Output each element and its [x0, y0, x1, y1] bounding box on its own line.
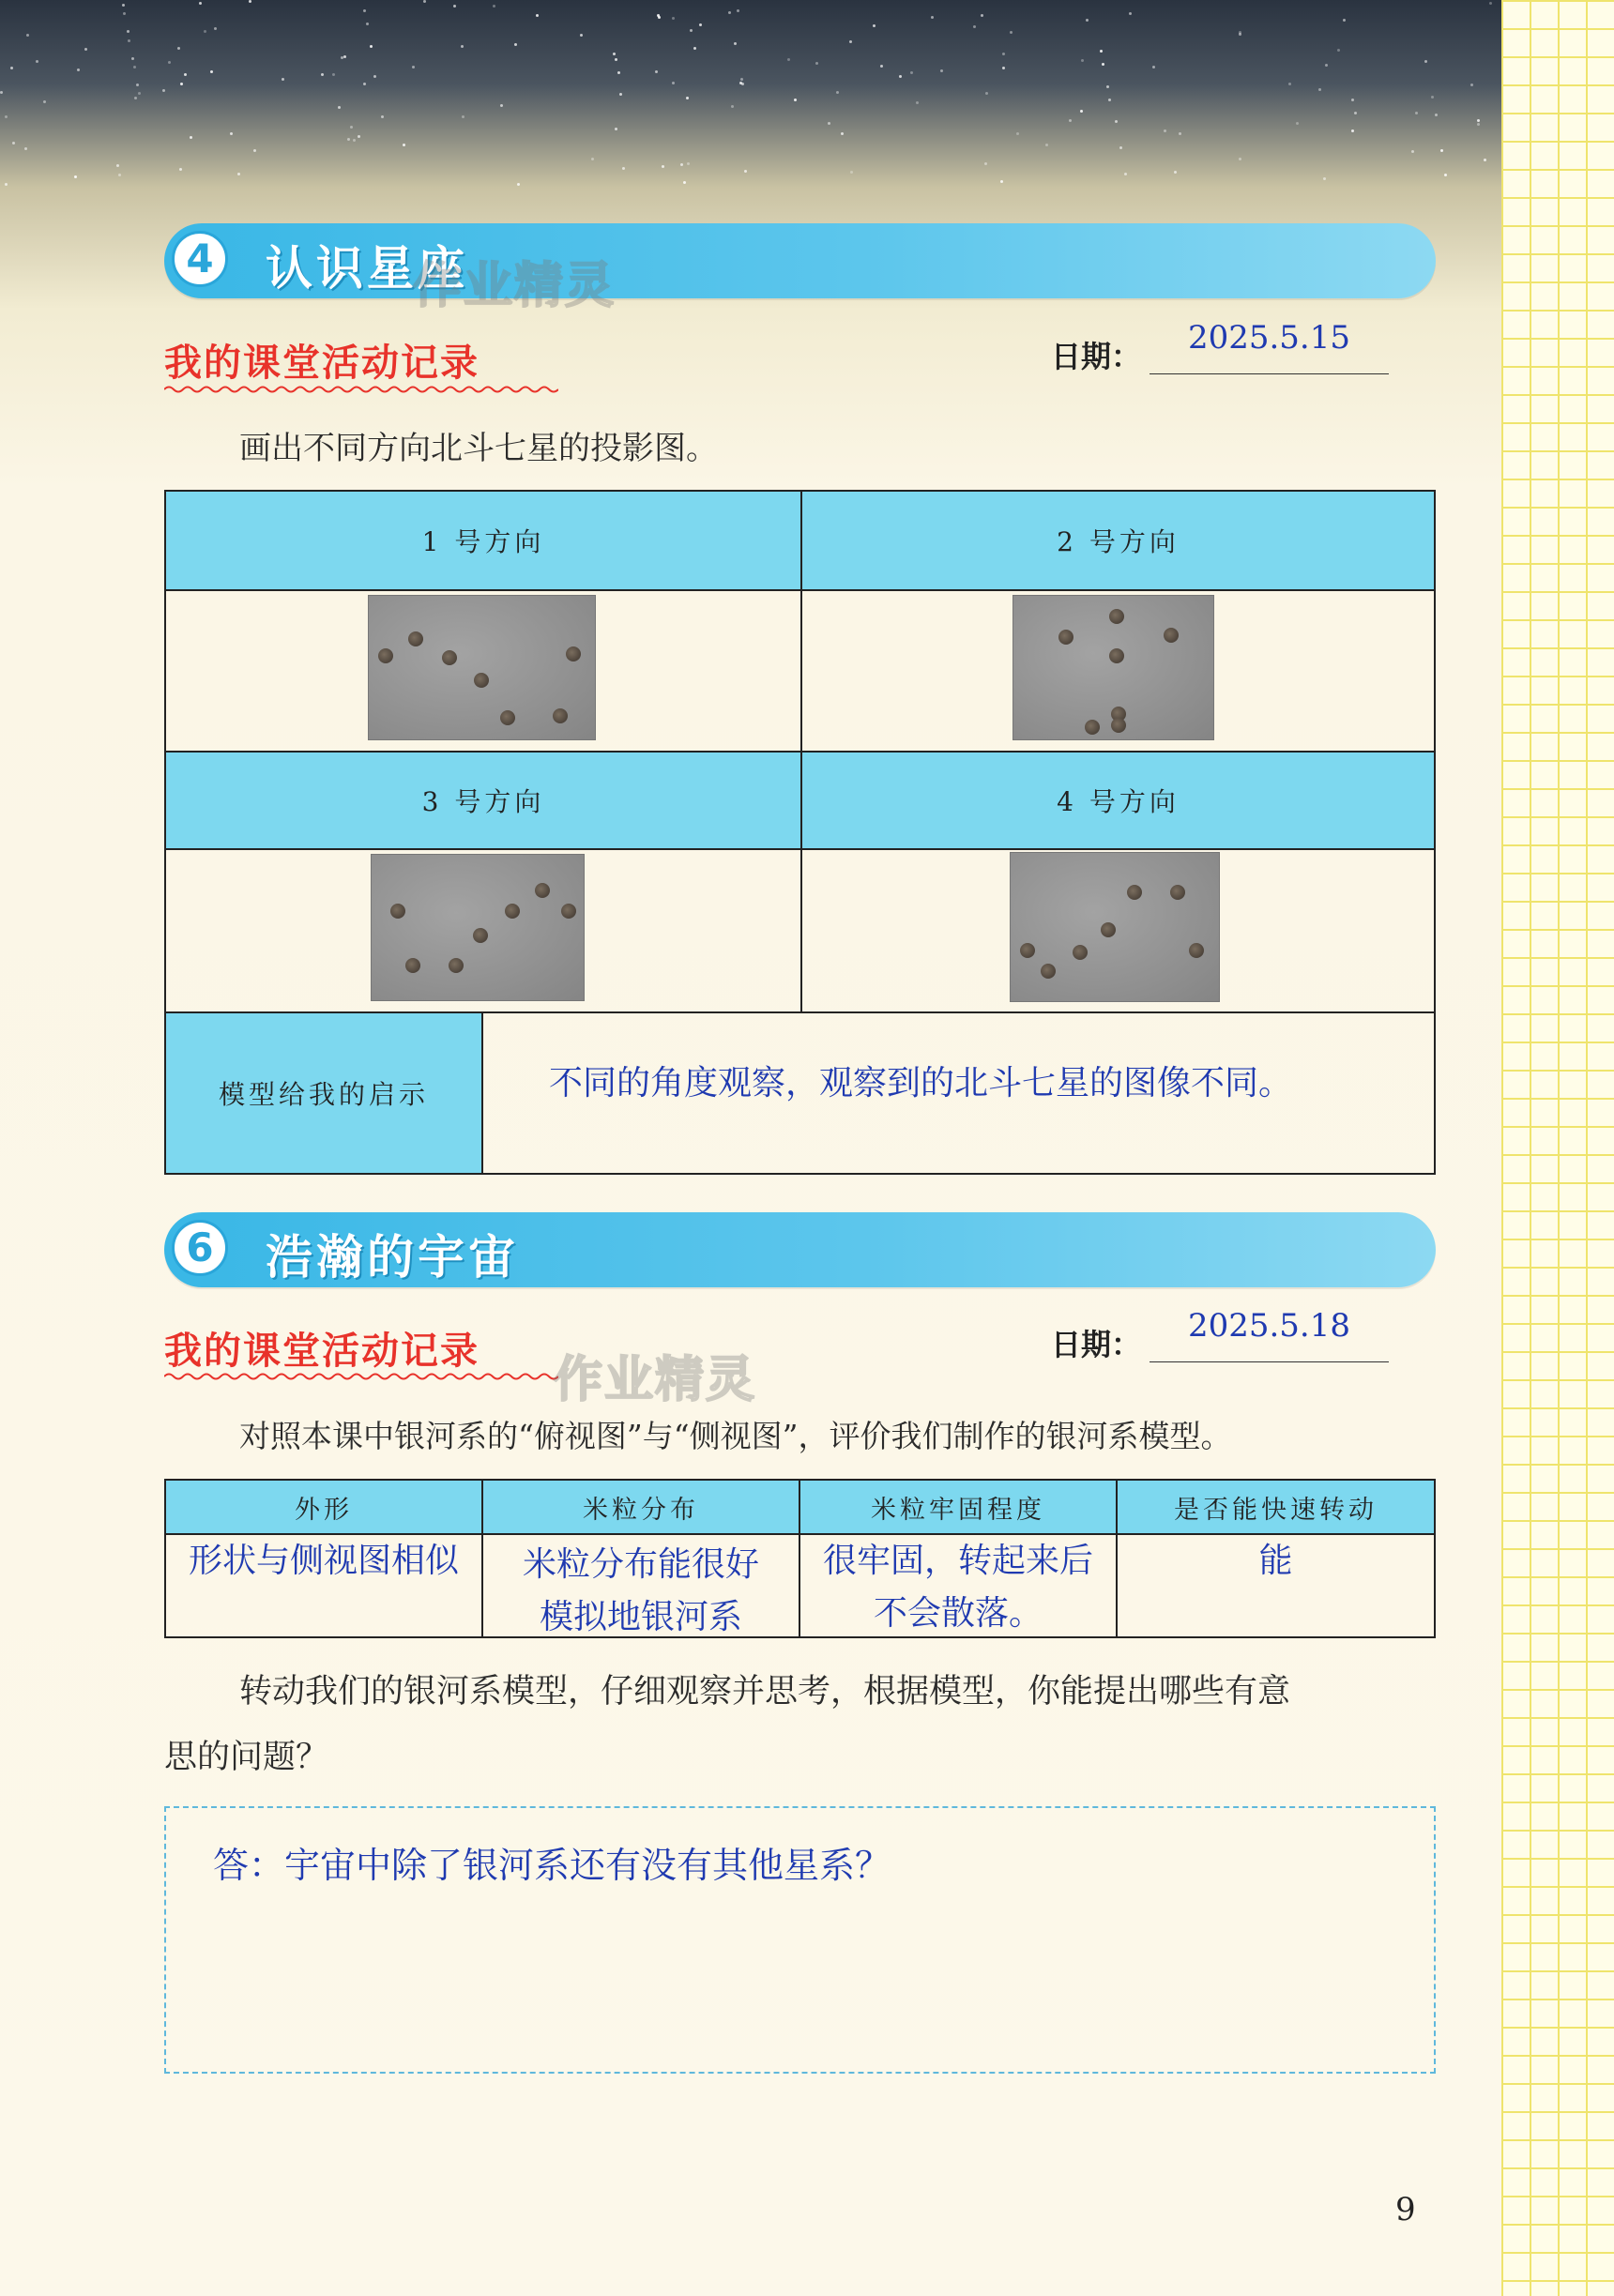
star-dot [737, 9, 739, 12]
star-dot [1424, 60, 1427, 63]
star-dot [1002, 53, 1005, 55]
page-number: 9 [1395, 2191, 1416, 2228]
section4-record-heading: 我的课堂活动记录 [164, 342, 480, 385]
star-dot [1440, 149, 1443, 152]
projection-table [164, 490, 1436, 1175]
star-dot [591, 158, 594, 160]
star-dot [282, 78, 284, 81]
star-dot [26, 34, 29, 37]
star-dot [613, 53, 616, 55]
cell-firmness-line2: 不会散落。 [873, 1594, 1043, 1633]
star-dot [1477, 123, 1480, 126]
inspiration-label: 模型给我的启示 [218, 1079, 429, 1110]
section6-date-label: 日期： [1051, 1327, 1142, 1362]
direction-header-4: 4 号方向 [802, 753, 1434, 848]
inspiration-answer: 不同的角度观察，观察到的北斗七星的图像不同。 [549, 1064, 1293, 1102]
star-dot [580, 34, 583, 37]
star-dot [1124, 173, 1127, 175]
star-dot [731, 105, 734, 108]
star-dot [343, 55, 346, 58]
star-dot [122, 4, 125, 7]
col-header-rotation: 是否能快速转动 [1118, 1481, 1434, 1533]
wavy-underline [164, 385, 558, 394]
star-dot [1080, 110, 1083, 113]
projection-photo-3 [371, 854, 585, 1001]
star-dot [1108, 99, 1111, 101]
star-dot [740, 78, 743, 81]
cell-rotation [1118, 1535, 1434, 1588]
star-dot [1239, 158, 1241, 160]
col-header-firmness: 米粒牢固程度 [800, 1481, 1116, 1533]
star-dot [1470, 84, 1473, 86]
cell-distribution-line2: 模拟地银河系 [539, 1598, 742, 1636]
star-dot [168, 61, 171, 64]
section6-instruction: 对照本课中银河系的“俯视图”与“侧视图”，评价我们制作的银河系模型。 [239, 1418, 1232, 1454]
star-dot [403, 144, 405, 146]
star-dot [84, 48, 87, 51]
star-dot [1119, 146, 1122, 149]
star-dot [77, 68, 80, 71]
star-dot [693, 47, 696, 50]
star-dot [1415, 112, 1418, 114]
star-dot [341, 56, 343, 59]
star-dot [1351, 129, 1354, 132]
answer-text: 答：宇宙中除了银河系还有没有其他星系？ [213, 1845, 891, 1886]
watermark: 作业精灵 [554, 1352, 757, 1408]
star-dot [118, 174, 121, 176]
star-dot [423, 0, 426, 3]
star-dot [179, 168, 182, 171]
star-dot [1002, 67, 1005, 69]
star-dot [1351, 99, 1354, 101]
star-dot [253, 149, 256, 152]
star-dot [1164, 129, 1166, 132]
star-dot [350, 126, 353, 129]
inspiration-label-cell [166, 1013, 481, 1173]
star-dot [12, 142, 15, 144]
star-dot [199, 2, 202, 5]
star-dot [347, 138, 350, 141]
star-dot [1343, 19, 1346, 22]
galaxy-evaluation-table [164, 1479, 1436, 1638]
star-dot [940, 69, 943, 72]
star-dot [981, 14, 983, 17]
star-dot [500, 104, 503, 107]
star-dot [1325, 64, 1328, 67]
col-header-shape: 外形 [166, 1481, 481, 1533]
star-dot [412, 66, 415, 68]
star-dot [672, 17, 675, 20]
star-dot [180, 83, 183, 85]
star-dot [453, 5, 456, 8]
cell-shape-text: 形状与侧视图相似 [188, 1542, 459, 1580]
star-dot [461, 45, 464, 48]
star-dot [741, 83, 744, 85]
star-dot [850, 171, 853, 174]
section6-date-value: 2025.5.18 [1187, 1307, 1351, 1345]
watermark: 作业精灵 [413, 258, 617, 314]
star-dot [514, 43, 517, 46]
star-dot [1323, 177, 1326, 180]
star-dot [1337, 49, 1340, 52]
section6-number: 6 [172, 1220, 228, 1276]
star-dot [184, 73, 187, 76]
star-dot [836, 91, 839, 94]
star-dot [230, 132, 233, 135]
section4-date-line [1150, 373, 1389, 374]
star-dot [5, 115, 8, 118]
star-dot [1069, 119, 1072, 122]
star-dot [794, 99, 797, 101]
star-dot [1239, 33, 1241, 36]
star-dot [237, 173, 240, 175]
star-dot [1045, 144, 1048, 146]
answer-box[interactable] [164, 1806, 1436, 2074]
star-dot [363, 9, 366, 12]
direction-header-2: 2 号方向 [802, 492, 1434, 589]
section6-date-line [1150, 1361, 1389, 1362]
section6-title: 浩瀚的宇宙 [266, 1230, 519, 1285]
star-dot [363, 83, 366, 85]
section6-banner [164, 1212, 1436, 1287]
section4-banner [164, 223, 1436, 298]
section6-question-line2: 思的问题？ [164, 1739, 329, 1776]
star-dot [177, 47, 180, 50]
star-dot [1106, 85, 1109, 88]
star-dot [321, 73, 324, 76]
section4-title: 认识星座 [266, 241, 468, 296]
cell-distribution [483, 1539, 799, 1644]
star-dot [1081, 59, 1084, 62]
star-dot [1179, 132, 1181, 135]
star-dot [373, 75, 376, 78]
star-dot [128, 39, 130, 42]
star-dot [358, 135, 360, 138]
inspiration-answer-cell [483, 1013, 1434, 1173]
grid-paper-strip [1501, 0, 1614, 2296]
cell-firmness-line1: 很牢固，转起来后 [822, 1542, 1093, 1580]
star-dot [1411, 150, 1414, 153]
star-dot [1444, 174, 1447, 176]
star-dot [1010, 31, 1013, 34]
section4-instruction: 画出不同方向北斗七星的投影图。 [239, 430, 718, 467]
star-dot [734, 42, 737, 45]
star-dot [985, 92, 988, 95]
star-dot [744, 170, 747, 173]
star-dot [1016, 132, 1019, 135]
cell-firmness [800, 1535, 1116, 1640]
star-dot [916, 101, 919, 104]
star-dot [1489, 2, 1492, 5]
star-dot [1152, 66, 1155, 68]
cell-shape [166, 1535, 481, 1588]
star-dot [880, 65, 883, 68]
star-dot [249, 0, 251, 3]
star-dot [828, 122, 830, 125]
star-dot [0, 91, 3, 94]
star-dot [24, 147, 27, 150]
col-header-distribution: 米粒分布 [483, 1481, 799, 1533]
star-dot [381, 115, 384, 118]
star-dot [214, 27, 217, 30]
star-dot [36, 60, 38, 63]
star-dot [116, 164, 119, 167]
star-dot [1484, 159, 1486, 161]
star-dot [1000, 180, 1003, 183]
star-dot [617, 71, 620, 74]
star-dot [536, 14, 539, 17]
star-dot [680, 163, 683, 166]
star-dot [74, 175, 77, 178]
cell-distribution-line1: 米粒分布能很好 [522, 1545, 759, 1584]
star-dot [123, 12, 126, 15]
section4-date-label: 日期： [1051, 339, 1142, 374]
section6-question-line1: 转动我们的银河系模型，仔细观察并思考，根据模型，你能提出哪些有意 [239, 1673, 1291, 1711]
section4-date-value: 2025.5.15 [1187, 319, 1351, 357]
star-dot [353, 139, 356, 142]
star-dot [683, 181, 686, 184]
star-dot [1115, 120, 1118, 123]
star-dot [690, 29, 693, 32]
star-dot [5, 183, 8, 186]
star-dot [1086, 19, 1089, 22]
star-dot [133, 66, 136, 68]
star-dot [931, 16, 934, 19]
star-dot [134, 97, 137, 99]
direction-header-1: 1 号方向 [166, 492, 800, 589]
star-dot [517, 183, 520, 186]
projection-photo-4 [1010, 852, 1220, 1002]
star-dot [1318, 88, 1321, 91]
star-dot [1296, 122, 1299, 125]
section6-record-heading: 我的课堂活动记录 [164, 1330, 480, 1373]
star-dot [1174, 171, 1177, 174]
star-dot [493, 5, 495, 8]
star-dot [138, 92, 141, 95]
star-dot [841, 132, 844, 135]
projection-photo-2 [1013, 595, 1214, 740]
star-dot [1288, 83, 1291, 85]
star-dot [204, 30, 206, 33]
star-dot [699, 23, 702, 26]
star-dot [162, 89, 165, 92]
star-dot [619, 93, 622, 96]
star-dot [131, 57, 134, 60]
star-dot [655, 70, 658, 73]
star-dot [815, 62, 818, 65]
star-dot [615, 58, 617, 61]
star-dot [338, 106, 341, 109]
star-dot [662, 165, 664, 168]
star-dot [1477, 119, 1480, 122]
star-dot [366, 23, 369, 25]
star-dot [1102, 63, 1104, 66]
star-dot [973, 25, 976, 28]
star-dot [462, 115, 464, 118]
section4-number: 4 [172, 231, 228, 287]
star-dot [657, 14, 660, 17]
star-dot [910, 71, 913, 74]
cell-rotation-text: 能 [1258, 1542, 1293, 1580]
star-dot [43, 100, 46, 103]
star-dot [615, 128, 617, 130]
star-dot [687, 162, 690, 165]
star-dot [899, 75, 902, 78]
star-dot [849, 40, 852, 43]
star-dot [10, 67, 13, 69]
star-dot [672, 82, 675, 84]
star-dot [370, 45, 373, 48]
star-dot [210, 70, 213, 73]
wavy-underline [164, 1372, 558, 1381]
star-dot [1354, 112, 1357, 114]
star-dot [686, 97, 689, 99]
star-dot [1100, 50, 1103, 53]
star-dot [127, 30, 129, 33]
star-dot [873, 24, 876, 27]
star-dot [332, 73, 335, 76]
star-dot [1435, 114, 1438, 116]
star-dot [728, 11, 731, 14]
star-dot [984, 162, 987, 165]
star-dot [1129, 12, 1132, 15]
starfield-header [0, 0, 1501, 244]
star-dot [787, 58, 790, 61]
star-dot [190, 136, 192, 139]
star-dot [1431, 96, 1434, 99]
projection-photo-1 [368, 595, 596, 740]
star-dot [622, 167, 625, 170]
star-dot [136, 84, 139, 86]
direction-header-3: 3 号方向 [166, 753, 800, 848]
